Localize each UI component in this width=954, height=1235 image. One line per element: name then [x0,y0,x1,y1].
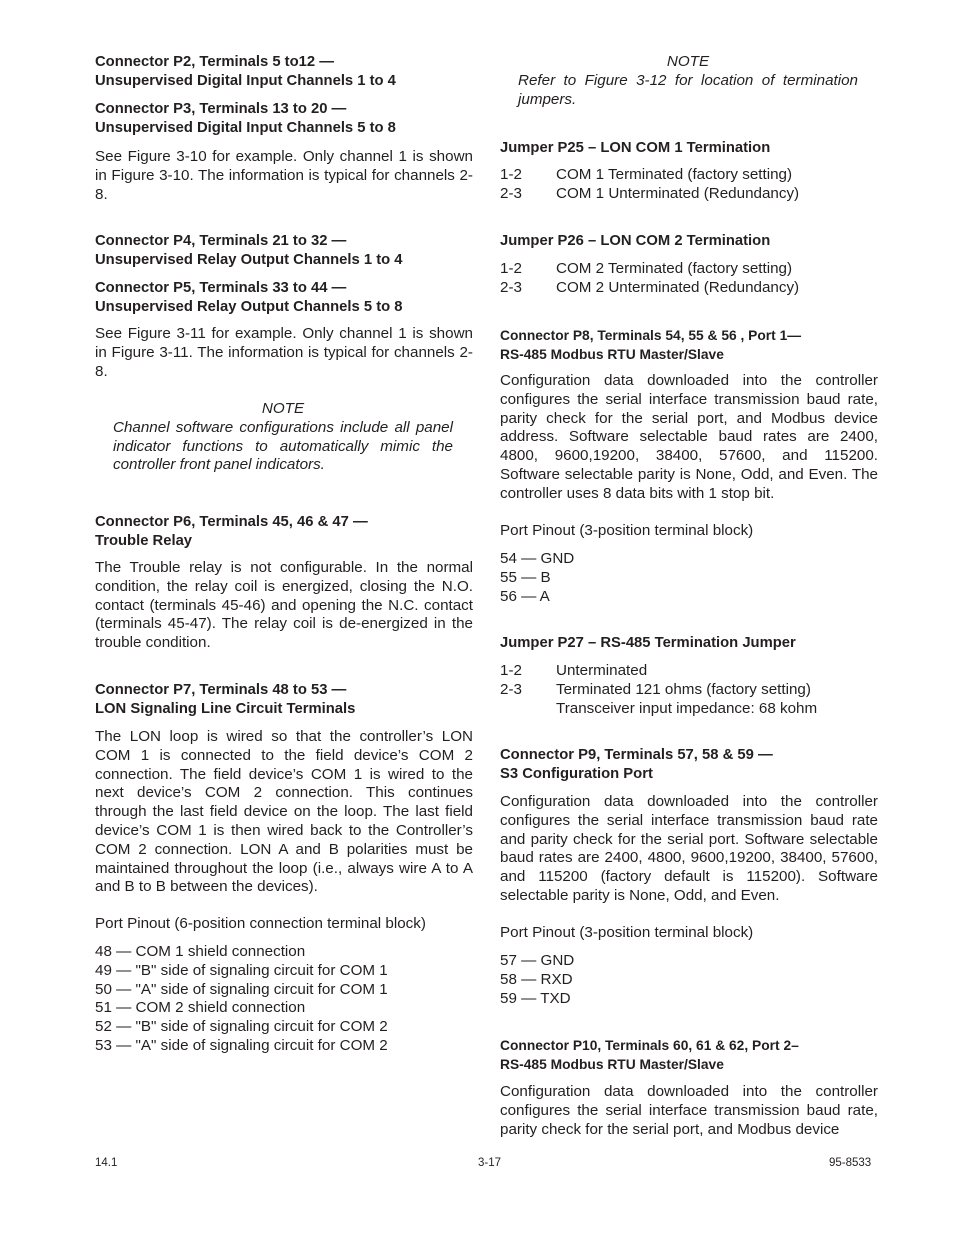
list-item: 58 — RXD [500,970,573,988]
p7-pinout-title: Port Pinout (6-position connection terminal block) [95,915,426,932]
p8-description: Configuration data downloaded into the controller configures the serial interface transmission baud rate, parity check for the serial port, and Modbus device address. Software selectable baud rates are 2400, 4800, 9600,19200, 38400, 57600, and 115200. Software selectable parity is None, Odd, and Even. The controller uses 8 data bits with 1 stop bit. [500,372,878,502]
list-item: 53 — "A" side of signaling circuit for COM 2 [95,1036,388,1054]
setting-row: 2-3 COM 1 Unterminated (Redundancy) [500,184,800,202]
heading-p7: Connector P7, Terminals 48 to 53 — LON Signaling Line Circuit Terminals [95,682,356,717]
heading-p10: Connector P10, Terminals 60, 61 & 62, Port 2– RS-485 Modbus RTU Master/Slave [500,1038,799,1072]
p9-pinout-list [500,952,878,1008]
list-item: 48 — COM 1 shield connection [95,943,306,960]
note-channel-config: NOTE Channel software configurations include all panel indicator functions to automatically mimic the controller front panel indicators. [113,400,453,474]
setting-row: Transceiver input impedance: 68 kohm [556,699,818,717]
setting-row: 1-2 Unterminated [500,662,648,679]
heading-p5: Connector P5, Terminals 33 to 44 — Unsupervised Relay Output Channels 5 to 8 [95,280,403,315]
heading-p4: Connector P4, Terminals 21 to 32 — Unsupervised Relay Output Channels 1 to 4 [95,233,403,268]
heading-p9: Connector P9, Terminals 57, 58 & 59 — S3 Configuration Port [500,747,773,782]
p8-pinout-title: Port Pinout (3-position terminal block) [500,522,754,539]
p25-settings [500,166,878,204]
p27-settings [500,662,878,718]
heading-p2: Connector P2, Terminals 5 to12 — Unsupervised Digital Input Channels 1 to 4 [95,54,396,89]
setting-row: 2-3 Terminated 121 ohms (factory setting) [500,680,811,698]
setting-row: 2-3 COM 2 Unterminated (Redundancy) [500,278,800,296]
setting-row: 1-2 COM 2 Terminated (factory setting) [500,260,793,277]
p6-description: The Trouble relay is not configurable. In the normal condition, the relay coil is energized, closing the N.O. contact (terminals 45-46) and opening the N.C. contact (terminals 45-47). The relay coil is de-energized in the trouble condition. [95,559,473,652]
p4-p5-description: See Figure 3-11 for example. Only channel 1 is shown in Figure 3-11. The information is typical for channels 2-8. [95,325,473,380]
heading-p27: Jumper P27 – RS-485 Termination Jumper [500,635,796,651]
p7-pinout-list [95,943,473,1056]
list-item: 59 — TXD [500,989,571,1007]
list-item: 56 — A [500,587,550,605]
list-item: 57 — GND [500,952,575,969]
heading-p8: Connector P8, Terminals 54, 55 & 56 , Port 1— RS-485 Modbus RTU Master/Slave [500,328,802,362]
p26-settings [500,260,878,298]
p9-description: Configuration data downloaded into the controller configures the serial interface transmission baud rate and parity check for the serial port. Software selectable baud rates are 2400, 4800, 9600,19200, 38400, 57600, and 115200 (factory default is 115200). Software selectable parity is None, Odd, and Even. [500,793,878,904]
list-item: 50 — "A" side of signaling circuit for COM 1 [95,980,388,998]
heading-p6: Connector P6, Terminals 45, 46 & 47 — Trouble Relay [95,514,368,549]
heading-p26: Jumper P26 – LON COM 2 Termination [500,233,771,249]
list-item: 51 — COM 2 shield connection [95,999,306,1017]
footer-document-number: 95-8533 [829,1157,872,1169]
list-item: 52 — "B" side of signaling circuit for COM 2 [95,1018,388,1036]
p2-p3-description: See Figure 3-10 for example. Only channel 1 is shown in Figure 3-10. The information is typical for channels 2-8. [95,148,473,203]
p10-description: Configuration data downloaded into the controller configures the serial interface transmission baud rate, parity check for the serial port, and Modbus device [500,1083,878,1138]
heading-p25: Jumper P25 – LON COM 1 Termination [500,140,771,156]
list-item: 55 — B [500,568,551,586]
heading-p3: Connector P3, Terminals 13 to 20 — Unsupervised Digital Input Channels 5 to 8 [95,101,396,136]
list-item: 49 — "B" side of signaling circuit for COM 1 [95,961,388,979]
footer-page-number: 3-17 [478,1157,502,1169]
list-item: 54 — GND [500,550,575,567]
note-termination: NOTE Refer to Figure 3-12 for location of termination jumpers. [518,53,858,108]
setting-row: 1-2 COM 1 Terminated (factory setting) [500,166,793,183]
p8-pinout-list [500,550,878,606]
p9-pinout-title: Port Pinout (3-position terminal block) [500,924,754,941]
footer-revision: 14.1 [95,1157,118,1169]
p7-description: The LON loop is wired so that the controller’s LON COM 1 is connected to the field device’s COM 2 connection. The field device’s COM 1 is wired to the next device’s COM 2 connection. This continues through the last field device on the loop. The last field device’s COM 1 is then wired back to the Controller’s COM 2 connection. LON A and B polarities must be maintained throughout the loop (i.e., always wire A to A and B to B between the devices). [95,728,473,896]
